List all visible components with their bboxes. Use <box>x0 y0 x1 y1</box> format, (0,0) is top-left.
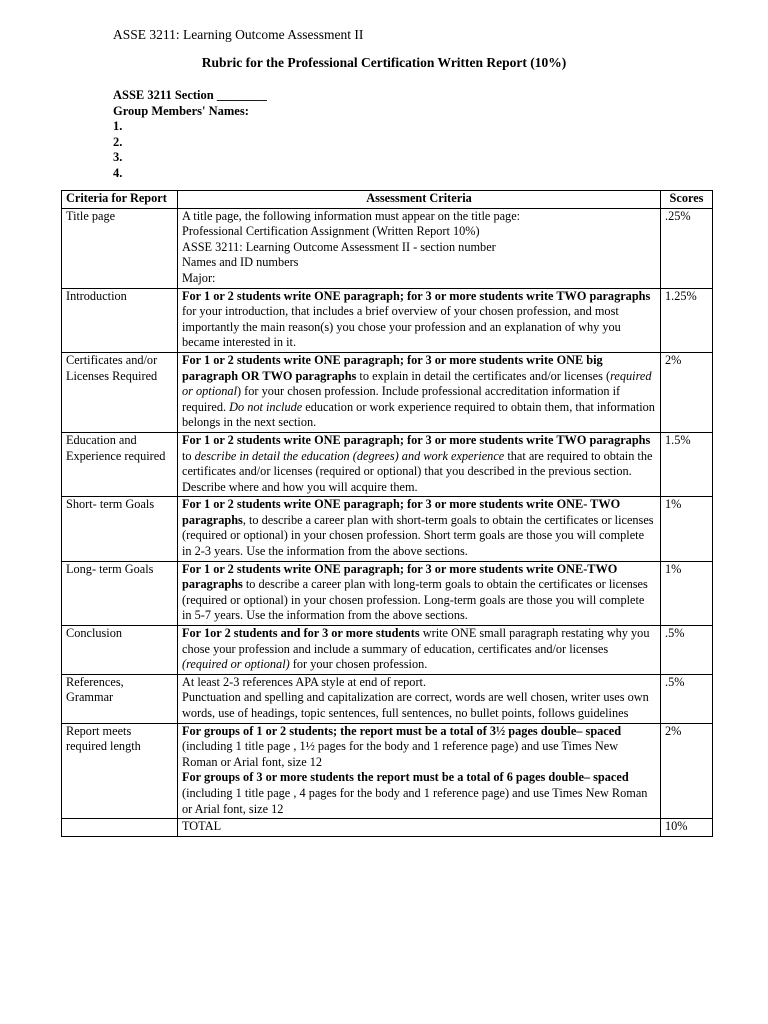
assessment-cell <box>178 497 661 561</box>
assessment-cell <box>178 723 661 819</box>
assessment-text: that are required to obtain the certificates and/or licenses (required or optional) that you described in the previous section. Describe where and how you will acquire them. <box>182 448 653 494</box>
assessment-text: to <box>182 448 195 463</box>
header-assessment: Assessment Criteria <box>178 191 661 209</box>
criteria-cell: Introduction <box>62 288 178 352</box>
assessment-text: (including 1 title page , 1½ pages for the body and 1 reference page) and use Times New Roman or Arial font, size 12 <box>182 739 619 769</box>
score-cell: .5% <box>661 626 713 675</box>
assessment-line: At least 2-3 references APA style at end of report. <box>182 674 427 689</box>
document-title: Rubric for the Professional Certification Written Report (10%) <box>201 55 567 70</box>
criteria-cell: Education and Experience required <box>62 432 178 496</box>
assessment-text: to explain in detail the certificates and/or licenses ( <box>356 368 611 383</box>
assessment-text: for your introduction, that includes a brief overview of your chosen profession, and most importantly the main reason(s) you chose your profession and an explanation of why you became interested in it. <box>182 304 621 350</box>
score-cell: 1.25% <box>661 288 713 352</box>
score-cell: .5% <box>661 674 713 723</box>
assessment-cell <box>178 674 661 723</box>
table-row <box>62 208 713 288</box>
total-label: TOTAL <box>178 819 661 837</box>
assessment-cell <box>178 208 661 288</box>
assessment-bold-text: For groups of 1 or 2 students; the report must be a total of 3½ pages double– spaced <box>182 723 622 738</box>
assessment-paragraph <box>182 724 656 771</box>
assessment-text: (including 1 title page , 4 pages for the body and 1 reference page) and use Times New Roman or Arial font, size 12 <box>182 785 648 816</box>
assessment-cell <box>178 352 661 432</box>
table-row <box>62 288 713 352</box>
assessment-bold-text: For 1or 2 students and for 3 or more students <box>182 626 420 641</box>
assessment-bold-text: For groups of 3 or more students the report must be a total of 6 pages double– spaced <box>182 770 629 785</box>
section-line: ASSE 3211 Section ________ <box>113 88 267 102</box>
table-row <box>62 674 713 723</box>
assessment-cell <box>178 432 661 496</box>
criteria-cell: References, Grammar <box>62 674 178 723</box>
assessment-bold-text: For 1 or 2 students write ONE paragraph; for 3 or more students write ONE- TWO paragraphs <box>182 497 621 527</box>
criteria-cell: Certificates and/or Licenses Required <box>62 352 178 432</box>
member-number-4: 4. <box>113 165 123 180</box>
assessment-italic-text: Do not include <box>229 399 303 414</box>
rubric-table <box>61 190 713 837</box>
assessment-italic-text: (required or optional) <box>182 657 290 672</box>
assessment-line: Names and ID numbers <box>182 255 299 270</box>
table-row <box>62 626 713 675</box>
member-number-3: 3. <box>113 150 123 165</box>
header-scores: Scores <box>661 191 713 209</box>
score-cell: 1.5% <box>661 432 713 496</box>
assessment-italic-text: describe in detail the education (degrees) and work experience <box>194 448 505 463</box>
assessment-text: ) for your chosen profession. Include professional accreditation information if required. <box>182 384 621 414</box>
criteria-cell: Conclusion <box>62 626 178 675</box>
assessment-line: Major: <box>182 270 216 285</box>
table-row <box>62 432 713 496</box>
assessment-line: Professional Certification Assignment (Written Report 10%) <box>182 224 480 239</box>
criteria-cell: Long- term Goals <box>62 561 178 625</box>
assessment-text: to describe a career plan with long-term goals to obtain the certificates or licenses (required or optional) in your chosen profession. Long-term goals are those you will complete in 5-7 years. Use the information from the above sections. <box>182 577 648 623</box>
assessment-bold-text: For 1 or 2 students write ONE paragraph; for 3 or more students write ONE big paragraph OR TWO paragraphs <box>182 352 603 383</box>
criteria-cell: Report meets required length <box>62 723 178 819</box>
assessment-cell <box>178 561 661 625</box>
table-row <box>62 497 713 561</box>
total-score: 10% <box>661 819 713 837</box>
assessment-text: education or work experience required to obtain them, that information belongs in the next section. <box>182 399 655 430</box>
score-cell: 1% <box>661 561 713 625</box>
table-row <box>62 561 713 625</box>
criteria-cell: Title page <box>62 208 178 288</box>
table-row <box>62 723 713 819</box>
assessment-line: ASSE 3211: Learning Outcome Assessment II - section number <box>182 239 496 254</box>
assessment-text: write ONE small paragraph restating why you chose your profession and include a summary of education, certificates and/or licenses <box>182 626 650 656</box>
members-label: Group Members' Names: <box>113 103 249 118</box>
header-criteria: Criteria for Report <box>62 191 178 209</box>
table-header-row <box>62 191 713 209</box>
table-row <box>62 352 713 432</box>
score-cell: 2% <box>661 723 713 819</box>
member-number-1: 1. <box>113 119 123 134</box>
score-cell: 2% <box>661 352 713 432</box>
assessment-line: A title page, the following information must appear on the title page: <box>182 208 521 223</box>
assessment-bold-text: For 1 or 2 students write ONE paragraph; for 3 or more students write TWO paragraphs <box>182 288 651 303</box>
assessment-bold-text: For 1 or 2 students write ONE paragraph; for 3 or more students write ONE-TWO paragraphs <box>182 561 618 592</box>
assessment-text: , to describe a career plan with short-term goals to obtain the certificates or licenses (required or optional) in your chosen profession. Short term goals are those you will complete in 2-3 years. Use the information from the above sections. <box>182 512 654 559</box>
score-cell: .25% <box>661 208 713 288</box>
member-number-2: 2. <box>113 134 123 149</box>
assessment-cell <box>178 288 661 352</box>
score-cell: 1% <box>661 497 713 561</box>
criteria-cell: Short- term Goals <box>62 497 178 561</box>
assessment-text: for your chosen profession. <box>289 657 428 672</box>
assessment-cell <box>178 626 661 675</box>
assessment-bold-text: For 1 or 2 students write ONE paragraph; for 3 or more students write TWO paragraphs <box>182 432 651 447</box>
course-header: ASSE 3211: Learning Outcome Assessment II <box>113 27 364 42</box>
total-empty-cell <box>62 819 178 837</box>
assessment-line: Punctuation and spelling and capitalization are correct, words are well chosen, writer uses own words, use of headings, topic sentences, full sentences, no bullet points, follows guidelines <box>182 690 649 720</box>
assessment-italic-text: required or optional <box>182 368 652 399</box>
assessment-paragraph <box>182 770 656 817</box>
group-info <box>113 88 267 182</box>
total-row <box>62 819 713 837</box>
